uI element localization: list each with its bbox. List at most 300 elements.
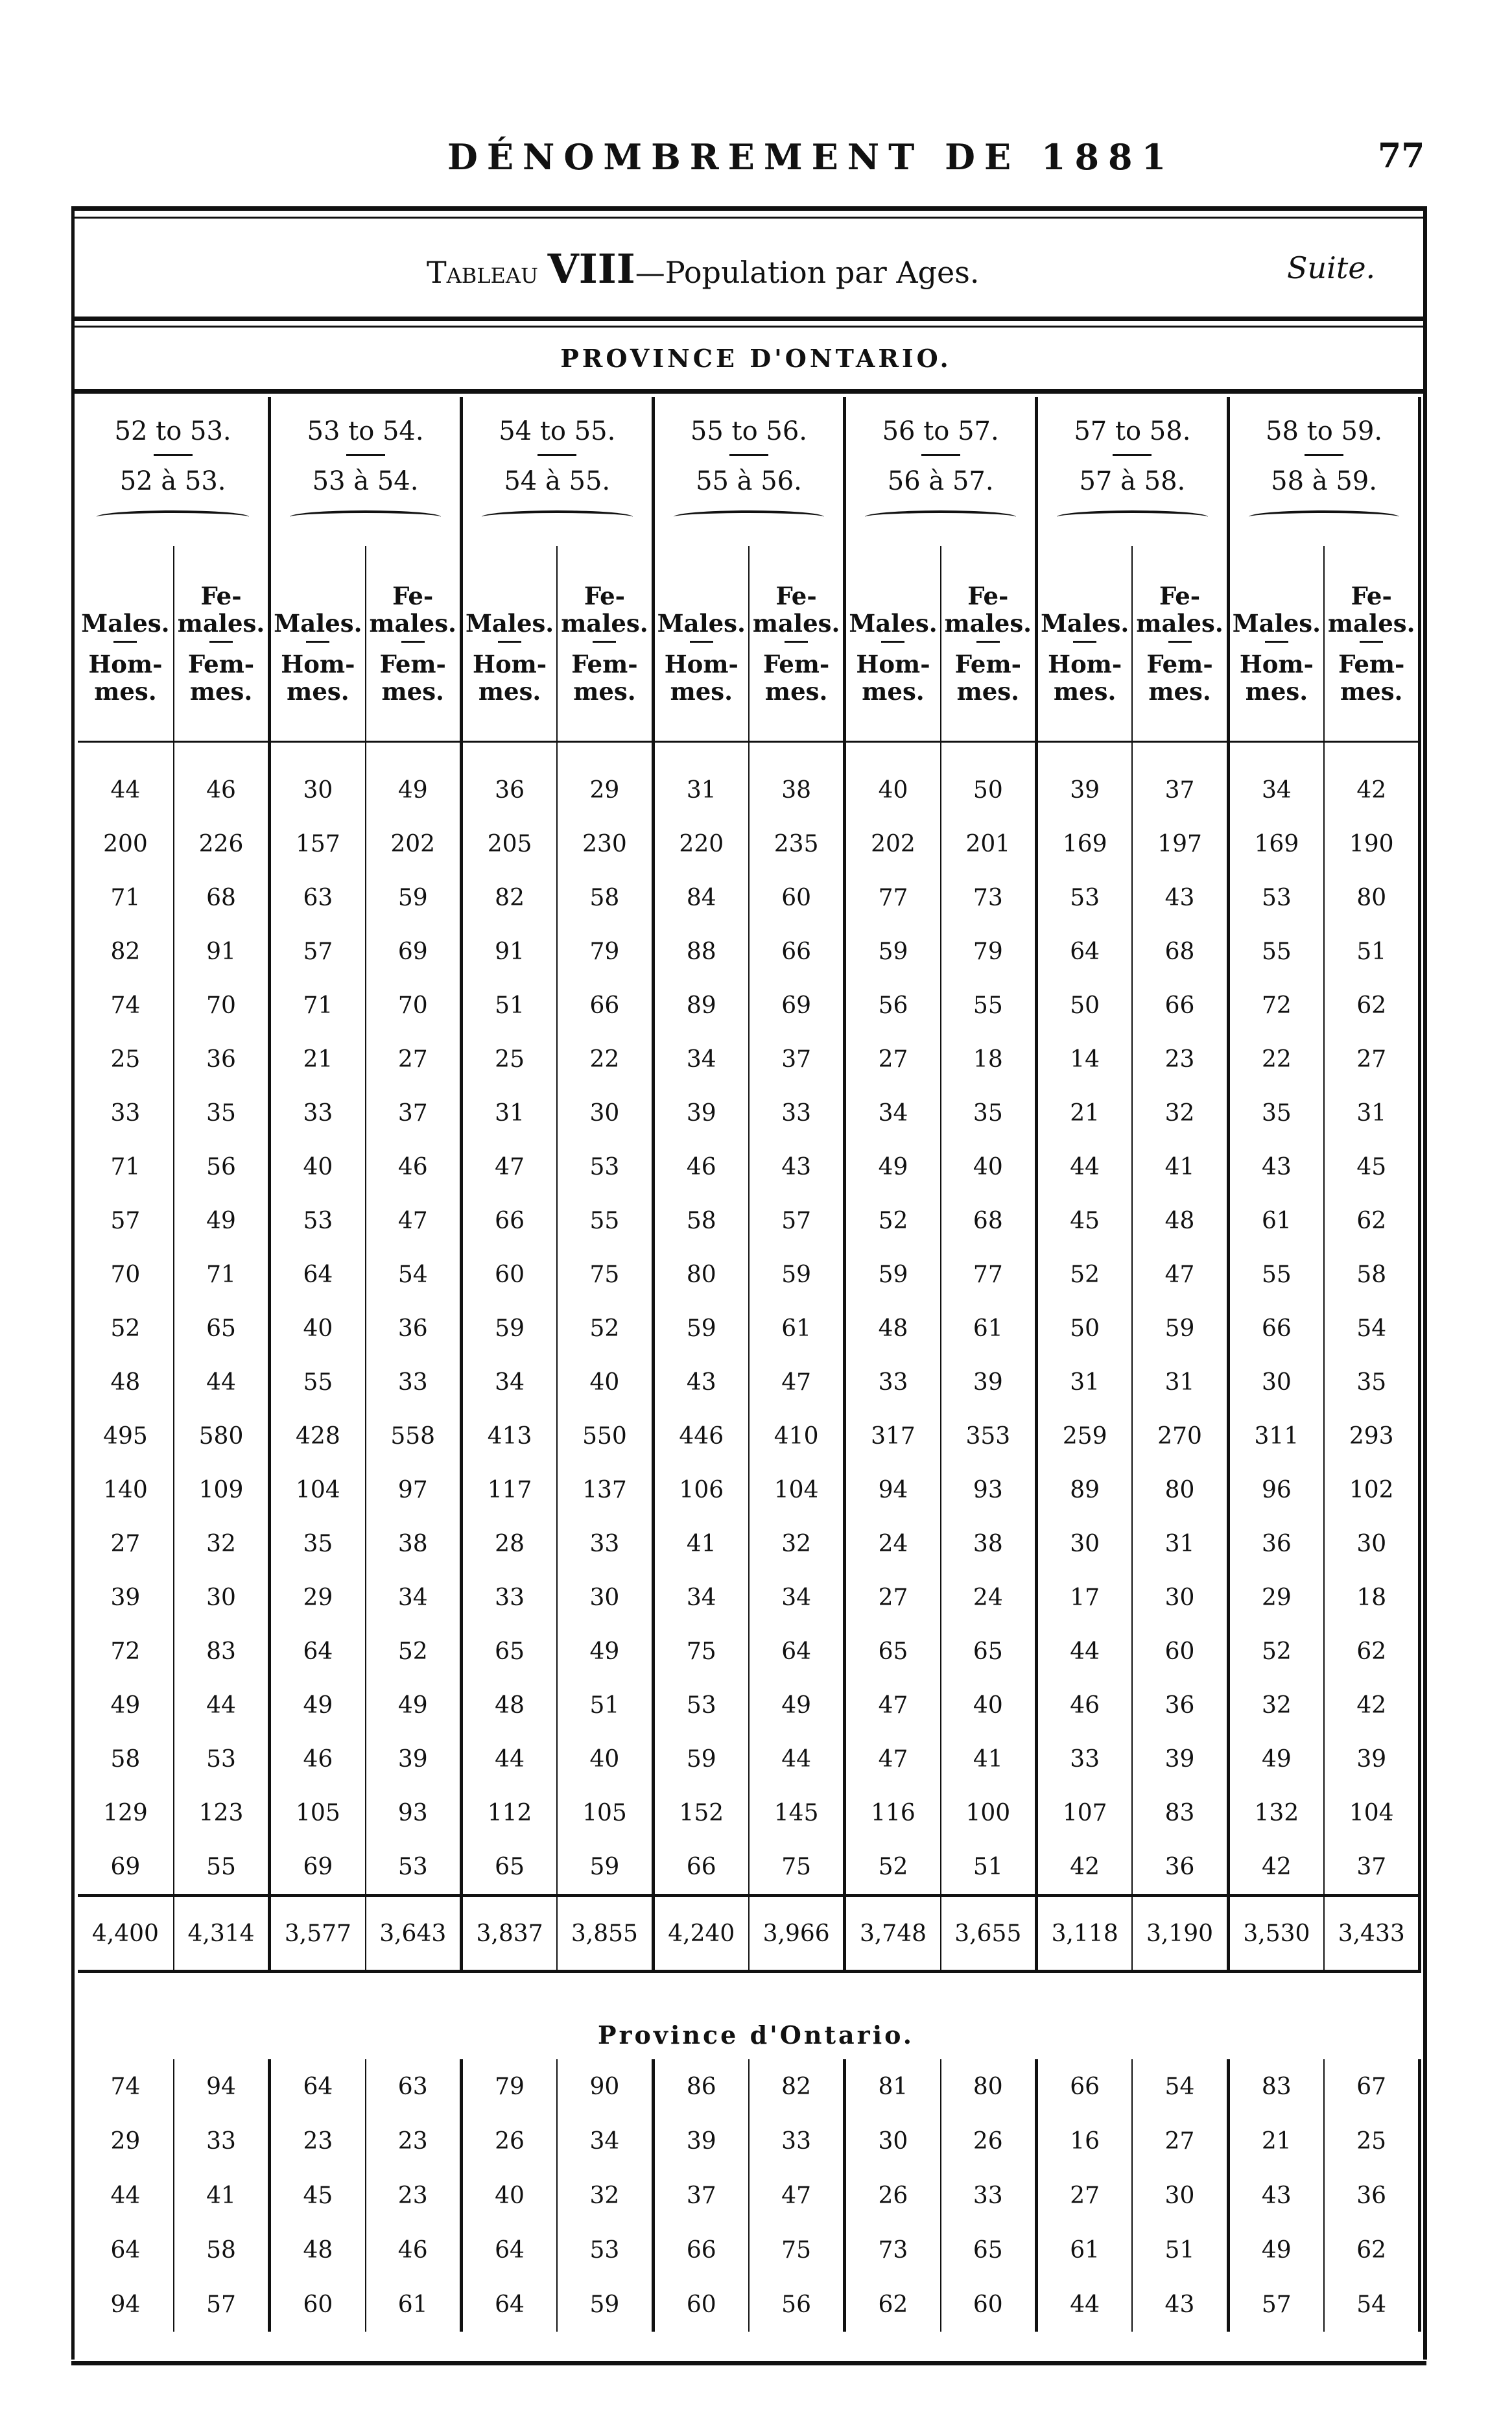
females-cell: 63 bbox=[366, 2059, 462, 2114]
females-cell: 31 bbox=[1132, 1517, 1228, 1571]
males-cell: 66 bbox=[461, 1194, 557, 1248]
female-column-header bbox=[1324, 546, 1420, 742]
males-cell: 65 bbox=[845, 1625, 941, 1679]
male-column-header bbox=[461, 546, 557, 742]
male-label-en: Males. bbox=[657, 608, 746, 638]
table-row bbox=[78, 1086, 1420, 1140]
male-column-header bbox=[1037, 546, 1133, 742]
females-cell: 53 bbox=[557, 1140, 653, 1194]
females-cell: 54 bbox=[1324, 1302, 1420, 1356]
spacer-cell bbox=[941, 742, 1037, 764]
females-cell: 53 bbox=[174, 1732, 270, 1786]
age-group-en: 55 to 56. bbox=[690, 416, 808, 446]
males-cell: 446 bbox=[653, 1409, 749, 1463]
page-header bbox=[0, 136, 1512, 188]
males-cell: 205 bbox=[461, 817, 557, 871]
age-group-en: 54 to 55. bbox=[499, 416, 616, 446]
males-cell: 48 bbox=[270, 2223, 366, 2277]
males-cell: 79 bbox=[461, 2059, 557, 2114]
males-cell: 63 bbox=[270, 871, 366, 925]
females-cell: 105 bbox=[557, 1786, 653, 1840]
females-cell: 47 bbox=[749, 1356, 845, 1409]
females-cell: 71 bbox=[174, 1248, 270, 1302]
males-cell: 49 bbox=[1228, 1732, 1324, 1786]
males-cell: 27 bbox=[1036, 2168, 1132, 2223]
female-label-en: Fe-males. bbox=[1136, 581, 1223, 638]
age-group-header bbox=[270, 397, 462, 546]
males-cell: 89 bbox=[653, 979, 749, 1033]
total-cell: 3,190 bbox=[1132, 1896, 1228, 1972]
males-cell: 69 bbox=[270, 1840, 366, 1896]
females-cell: 22 bbox=[557, 1033, 653, 1086]
total-cell: 3,855 bbox=[557, 1896, 653, 1972]
males-cell: 94 bbox=[78, 2277, 174, 2332]
males-cell: 89 bbox=[1037, 1463, 1133, 1517]
females-cell: 293 bbox=[1324, 1409, 1420, 1463]
males-cell: 30 bbox=[1228, 1356, 1324, 1409]
dash-divider bbox=[498, 641, 521, 643]
males-cell: 22 bbox=[1228, 1033, 1324, 1086]
female-label-en: Fe-males. bbox=[752, 581, 840, 638]
females-cell: 230 bbox=[557, 817, 653, 871]
spacer-cell bbox=[653, 742, 749, 764]
females-cell: 93 bbox=[366, 1786, 462, 1840]
males-cell: 317 bbox=[845, 1409, 941, 1463]
total-cell: 3,643 bbox=[366, 1896, 462, 1972]
females-cell: 54 bbox=[366, 1248, 462, 1302]
females-cell: 49 bbox=[366, 763, 462, 817]
age-group-en: 52 to 53. bbox=[114, 416, 231, 446]
totals-row bbox=[78, 1896, 1420, 1972]
spacer-cell bbox=[1037, 742, 1133, 764]
females-cell: 137 bbox=[557, 1463, 653, 1517]
header-spacer bbox=[463, 582, 556, 610]
females-cell: 18 bbox=[941, 1033, 1037, 1086]
age-group-en: 57 to 58. bbox=[1074, 416, 1191, 446]
females-cell: 109 bbox=[174, 1463, 270, 1517]
males-cell: 40 bbox=[845, 763, 941, 817]
age-group-header bbox=[78, 397, 270, 546]
males-cell: 44 bbox=[78, 763, 174, 817]
females-cell: 30 bbox=[1324, 1517, 1420, 1571]
males-cell: 27 bbox=[78, 1517, 174, 1571]
spacer-cell bbox=[749, 742, 845, 764]
males-cell: 69 bbox=[78, 1840, 174, 1896]
females-cell: 39 bbox=[1324, 1732, 1420, 1786]
males-cell: 65 bbox=[461, 1840, 557, 1896]
top-rule-thin bbox=[71, 217, 1426, 219]
males-cell: 72 bbox=[1228, 979, 1324, 1033]
males-cell: 88 bbox=[653, 925, 749, 979]
females-cell: 42 bbox=[1324, 763, 1420, 817]
males-cell: 66 bbox=[1228, 1302, 1324, 1356]
females-cell: 25 bbox=[1324, 2114, 1420, 2168]
males-cell: 70 bbox=[78, 1248, 174, 1302]
female-label-fr: Fem-mes. bbox=[379, 649, 446, 706]
males-cell: 220 bbox=[653, 817, 749, 871]
males-cell: 52 bbox=[1037, 1248, 1133, 1302]
age-group-header bbox=[461, 397, 653, 546]
males-cell: 45 bbox=[270, 2168, 366, 2223]
female-label-fr: Fem-mes. bbox=[1338, 649, 1405, 706]
dash-divider bbox=[1265, 641, 1288, 643]
females-cell: 52 bbox=[366, 1625, 462, 1679]
female-label-en: Fe-males. bbox=[944, 581, 1032, 638]
males-cell: 33 bbox=[461, 1571, 557, 1625]
females-cell: 51 bbox=[1132, 2223, 1228, 2277]
males-cell: 86 bbox=[653, 2059, 749, 2114]
header-spacer bbox=[846, 582, 939, 610]
male-label-fr: Hom-mes. bbox=[88, 649, 163, 706]
males-cell: 64 bbox=[270, 2059, 366, 2114]
males-cell: 59 bbox=[845, 925, 941, 979]
females-cell: 80 bbox=[941, 2059, 1037, 2114]
female-label-fr: Fem-mes. bbox=[954, 649, 1021, 706]
males-cell: 36 bbox=[1228, 1517, 1324, 1571]
males-cell: 37 bbox=[653, 2168, 749, 2223]
caption-title bbox=[427, 245, 979, 293]
males-cell: 26 bbox=[461, 2114, 557, 2168]
table-row bbox=[78, 1732, 1420, 1786]
males-cell: 116 bbox=[845, 1786, 941, 1840]
dash-divider bbox=[1305, 454, 1343, 456]
table-row bbox=[78, 1248, 1420, 1302]
sex-header-row bbox=[78, 546, 1420, 742]
female-column-header bbox=[174, 546, 270, 742]
spacer-cell bbox=[1228, 742, 1324, 764]
table-row bbox=[78, 1194, 1420, 1248]
brace bbox=[1249, 510, 1400, 523]
table-row bbox=[78, 1463, 1420, 1517]
males-cell: 413 bbox=[461, 1409, 557, 1463]
males-cell: 36 bbox=[461, 763, 557, 817]
females-cell: 66 bbox=[1132, 979, 1228, 1033]
dash-divider bbox=[593, 641, 616, 643]
females-cell: 27 bbox=[1324, 1033, 1420, 1086]
males-cell: 105 bbox=[270, 1786, 366, 1840]
age-group-row bbox=[78, 397, 1420, 546]
females-cell: 33 bbox=[557, 1517, 653, 1571]
females-cell: 550 bbox=[557, 1409, 653, 1463]
females-cell: 41 bbox=[941, 1732, 1037, 1786]
males-cell: 33 bbox=[845, 1356, 941, 1409]
male-column-header bbox=[78, 546, 174, 742]
males-cell: 112 bbox=[461, 1786, 557, 1840]
males-cell: 62 bbox=[845, 2277, 941, 2332]
females-cell: 79 bbox=[941, 925, 1037, 979]
females-cell: 31 bbox=[1324, 1086, 1420, 1140]
females-cell: 68 bbox=[941, 1194, 1037, 1248]
females-cell: 29 bbox=[557, 763, 653, 817]
table-row bbox=[78, 979, 1420, 1033]
males-cell: 46 bbox=[653, 1140, 749, 1194]
females-cell: 35 bbox=[1324, 1356, 1420, 1409]
females-cell: 410 bbox=[749, 1409, 845, 1463]
males-cell: 152 bbox=[653, 1786, 749, 1840]
females-cell: 65 bbox=[941, 2223, 1037, 2277]
females-cell: 37 bbox=[1132, 763, 1228, 817]
females-cell: 93 bbox=[941, 1463, 1037, 1517]
males-cell: 21 bbox=[1037, 1086, 1133, 1140]
male-label-en: Males. bbox=[465, 608, 554, 638]
males-cell: 157 bbox=[270, 817, 366, 871]
female-label-fr: Fem-mes. bbox=[187, 649, 255, 706]
males-cell: 31 bbox=[461, 1086, 557, 1140]
females-cell: 47 bbox=[366, 1194, 462, 1248]
spacer-cell bbox=[366, 742, 462, 764]
caption-text: —Population par Ages. bbox=[635, 255, 980, 290]
header-spacer bbox=[78, 582, 173, 610]
females-cell: 59 bbox=[366, 871, 462, 925]
dash-divider bbox=[306, 641, 329, 643]
dash-divider bbox=[401, 641, 425, 643]
males-cell: 428 bbox=[270, 1409, 366, 1463]
males-cell: 81 bbox=[845, 2059, 941, 2114]
males-cell: 30 bbox=[845, 2114, 941, 2168]
males-cell: 23 bbox=[270, 2114, 366, 2168]
females-cell: 40 bbox=[557, 1356, 653, 1409]
females-cell: 558 bbox=[366, 1409, 462, 1463]
male-label-en: Males. bbox=[1232, 608, 1321, 638]
females-cell: 62 bbox=[1324, 1625, 1420, 1679]
males-cell: 49 bbox=[78, 1679, 174, 1732]
males-cell: 71 bbox=[78, 1140, 174, 1194]
males-cell: 25 bbox=[461, 1033, 557, 1086]
females-cell: 73 bbox=[941, 871, 1037, 925]
dash-divider bbox=[537, 454, 576, 456]
females-cell: 202 bbox=[366, 817, 462, 871]
page-number: 77 bbox=[1378, 136, 1425, 176]
lower-table-row bbox=[78, 2223, 1420, 2277]
females-cell: 62 bbox=[1324, 1194, 1420, 1248]
table-row bbox=[78, 817, 1420, 871]
females-cell: 55 bbox=[174, 1840, 270, 1896]
females-cell: 59 bbox=[1132, 1302, 1228, 1356]
table-row bbox=[78, 925, 1420, 979]
females-cell: 32 bbox=[1132, 1086, 1228, 1140]
males-cell: 64 bbox=[78, 2223, 174, 2277]
age-group-fr: 54 à 55. bbox=[504, 466, 611, 496]
females-cell: 51 bbox=[1324, 925, 1420, 979]
females-cell: 60 bbox=[749, 871, 845, 925]
males-cell: 64 bbox=[461, 2223, 557, 2277]
females-cell: 54 bbox=[1324, 2277, 1420, 2332]
male-column-header bbox=[1228, 546, 1324, 742]
males-cell: 39 bbox=[653, 1086, 749, 1140]
males-cell: 39 bbox=[1037, 763, 1133, 817]
females-cell: 35 bbox=[174, 1086, 270, 1140]
females-cell: 30 bbox=[557, 1571, 653, 1625]
dash-divider bbox=[113, 641, 137, 643]
total-cell: 4,400 bbox=[78, 1896, 174, 1972]
total-cell: 3,748 bbox=[845, 1896, 941, 1972]
females-cell: 580 bbox=[174, 1409, 270, 1463]
female-column-header bbox=[749, 546, 845, 742]
females-cell: 58 bbox=[174, 2223, 270, 2277]
females-cell: 57 bbox=[749, 1194, 845, 1248]
female-label-en: Fe-males. bbox=[561, 581, 648, 638]
females-cell: 50 bbox=[941, 763, 1037, 817]
females-cell: 39 bbox=[1132, 1732, 1228, 1786]
females-cell: 104 bbox=[749, 1463, 845, 1517]
females-cell: 46 bbox=[366, 2223, 462, 2277]
females-cell: 61 bbox=[941, 1302, 1037, 1356]
dash-divider bbox=[1113, 454, 1152, 456]
males-cell: 83 bbox=[1228, 2059, 1324, 2114]
age-group-fr: 55 à 56. bbox=[696, 466, 802, 496]
males-cell: 50 bbox=[1037, 1302, 1133, 1356]
spacer-cell bbox=[1324, 742, 1420, 764]
males-cell: 57 bbox=[270, 925, 366, 979]
female-column-header bbox=[1132, 546, 1228, 742]
males-cell: 169 bbox=[1228, 817, 1324, 871]
females-cell: 41 bbox=[1132, 1140, 1228, 1194]
males-cell: 39 bbox=[653, 2114, 749, 2168]
female-column-header bbox=[941, 546, 1037, 742]
females-cell: 104 bbox=[1324, 1786, 1420, 1840]
male-label-fr: Hom-mes. bbox=[1239, 649, 1314, 706]
females-cell: 43 bbox=[1132, 2277, 1228, 2332]
population-table bbox=[78, 397, 1421, 1973]
total-cell: 3,837 bbox=[461, 1896, 557, 1972]
males-cell: 34 bbox=[845, 1086, 941, 1140]
header-spacer bbox=[1038, 582, 1131, 610]
females-cell: 38 bbox=[941, 1517, 1037, 1571]
males-cell: 47 bbox=[845, 1679, 941, 1732]
females-cell: 123 bbox=[174, 1786, 270, 1840]
males-cell: 43 bbox=[653, 1356, 749, 1409]
males-cell: 84 bbox=[653, 871, 749, 925]
males-cell: 47 bbox=[845, 1732, 941, 1786]
females-cell: 48 bbox=[1132, 1194, 1228, 1248]
females-cell: 65 bbox=[941, 1625, 1037, 1679]
females-cell: 60 bbox=[1132, 1625, 1228, 1679]
male-label-fr: Hom-mes. bbox=[473, 649, 547, 706]
females-cell: 47 bbox=[749, 2168, 845, 2223]
females-cell: 56 bbox=[749, 2277, 845, 2332]
females-cell: 54 bbox=[1132, 2059, 1228, 2114]
females-cell: 69 bbox=[366, 925, 462, 979]
header-spacer bbox=[271, 582, 364, 610]
male-column-header bbox=[845, 546, 941, 742]
total-cell: 3,966 bbox=[749, 1896, 845, 1972]
females-cell: 83 bbox=[1132, 1786, 1228, 1840]
males-cell: 60 bbox=[270, 2277, 366, 2332]
males-cell: 49 bbox=[845, 1140, 941, 1194]
females-cell: 66 bbox=[557, 979, 653, 1033]
caption-suffix: Suite. bbox=[1287, 250, 1376, 285]
females-cell: 33 bbox=[749, 1086, 845, 1140]
males-cell: 51 bbox=[461, 979, 557, 1033]
province-subtitle: Province d'Ontario. bbox=[597, 2020, 915, 2050]
age-group-fr: 56 à 57. bbox=[887, 466, 994, 496]
lower-table-row bbox=[78, 2059, 1420, 2114]
females-cell: 37 bbox=[749, 1033, 845, 1086]
females-cell: 70 bbox=[366, 979, 462, 1033]
table-caption bbox=[0, 245, 1512, 291]
header-spacer bbox=[655, 582, 748, 610]
females-cell: 40 bbox=[557, 1732, 653, 1786]
females-cell: 26 bbox=[941, 2114, 1037, 2168]
females-cell: 75 bbox=[557, 1248, 653, 1302]
females-cell: 52 bbox=[557, 1302, 653, 1356]
females-cell: 36 bbox=[366, 1302, 462, 1356]
males-cell: 94 bbox=[845, 1463, 941, 1517]
males-cell: 60 bbox=[461, 1248, 557, 1302]
males-cell: 132 bbox=[1228, 1786, 1324, 1840]
males-cell: 33 bbox=[1037, 1732, 1133, 1786]
males-cell: 64 bbox=[270, 1248, 366, 1302]
males-cell: 27 bbox=[845, 1033, 941, 1086]
males-cell: 44 bbox=[461, 1732, 557, 1786]
females-cell: 90 bbox=[557, 2059, 653, 2114]
lower-table-row bbox=[78, 2114, 1420, 2168]
female-column-header bbox=[557, 546, 653, 742]
males-cell: 49 bbox=[1228, 2223, 1324, 2277]
females-cell: 44 bbox=[174, 1356, 270, 1409]
spacer-cell bbox=[557, 742, 653, 764]
females-cell: 36 bbox=[1132, 1679, 1228, 1732]
females-cell: 57 bbox=[174, 2277, 270, 2332]
male-label-fr: Hom-mes. bbox=[856, 649, 930, 706]
males-cell: 82 bbox=[461, 871, 557, 925]
males-cell: 52 bbox=[1228, 1625, 1324, 1679]
males-cell: 80 bbox=[653, 1248, 749, 1302]
dash-divider bbox=[921, 454, 960, 456]
males-cell: 53 bbox=[653, 1679, 749, 1732]
males-cell: 66 bbox=[653, 1840, 749, 1896]
males-cell: 91 bbox=[461, 925, 557, 979]
female-label-en: Fe-males. bbox=[1328, 581, 1415, 638]
females-cell: 38 bbox=[749, 763, 845, 817]
females-cell: 55 bbox=[557, 1194, 653, 1248]
females-cell: 18 bbox=[1324, 1571, 1420, 1625]
females-cell: 53 bbox=[366, 1840, 462, 1896]
females-cell: 38 bbox=[366, 1517, 462, 1571]
female-label-fr: Fem-mes. bbox=[1146, 649, 1213, 706]
males-cell: 31 bbox=[653, 763, 749, 817]
males-cell: 64 bbox=[461, 2277, 557, 2332]
males-cell: 72 bbox=[78, 1625, 174, 1679]
females-cell: 49 bbox=[174, 1194, 270, 1248]
males-cell: 202 bbox=[845, 817, 941, 871]
females-cell: 30 bbox=[1132, 2168, 1228, 2223]
females-cell: 75 bbox=[749, 1840, 845, 1896]
females-cell: 33 bbox=[749, 2114, 845, 2168]
males-cell: 71 bbox=[78, 871, 174, 925]
females-cell: 32 bbox=[749, 1517, 845, 1571]
males-cell: 27 bbox=[845, 1571, 941, 1625]
males-cell: 34 bbox=[1228, 763, 1324, 817]
table-row bbox=[78, 1409, 1420, 1463]
females-cell: 40 bbox=[941, 1679, 1037, 1732]
province-title: PROVINCE D'ONTARIO. bbox=[560, 344, 952, 373]
brace bbox=[482, 510, 633, 523]
females-cell: 80 bbox=[1132, 1463, 1228, 1517]
females-cell: 36 bbox=[1132, 1840, 1228, 1896]
male-label-en: Males. bbox=[849, 608, 938, 638]
males-cell: 25 bbox=[78, 1033, 174, 1086]
males-cell: 53 bbox=[1228, 871, 1324, 925]
females-cell: 83 bbox=[174, 1625, 270, 1679]
males-cell: 35 bbox=[1228, 1086, 1324, 1140]
males-cell: 40 bbox=[270, 1302, 366, 1356]
females-cell: 33 bbox=[174, 2114, 270, 2168]
females-cell: 58 bbox=[557, 871, 653, 925]
females-cell: 190 bbox=[1324, 817, 1420, 871]
females-cell: 51 bbox=[557, 1679, 653, 1732]
table-row bbox=[78, 1356, 1420, 1409]
